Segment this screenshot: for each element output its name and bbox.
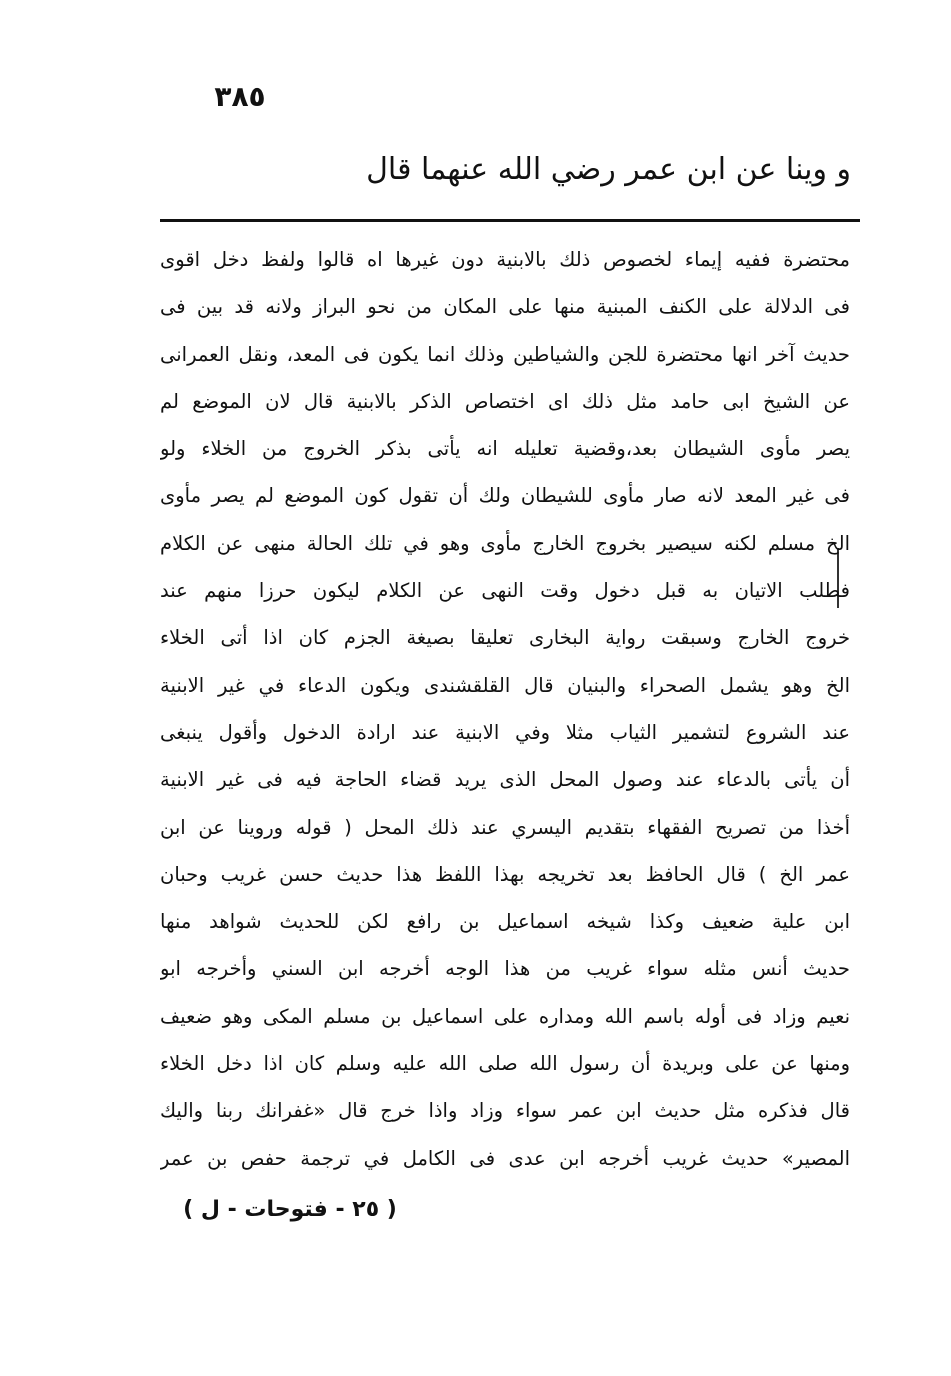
text-line: حديث آخر انها محتضرة للجن والشياطين وذلك انما يكون فى المعد، ونقل العمرانى: [160, 342, 850, 366]
text-line: يصر مأوى الشيطان بعد،وقضية تعليله انه يأتى بذكر الخروج من الخلاء ولو: [160, 437, 850, 461]
text-line: ابن علية ضعيف وكذا شيخه اسماعيل بن رافع لكن للحديث شواهد منها: [160, 910, 850, 934]
text-line: أن يأتى بالدعاء عند وصول المحل الذى يريد قضاء الحاجة فيه فى غير الابنية: [160, 768, 850, 792]
text-line: فى غير المعد لانه صار مأوى للشيطان ولك أن تقول كون الموضع لم يصر مأوى: [160, 484, 850, 508]
text-line: عن الشيخ ابى حامد مثل ذلك اى اختصاص الذكر بالابنية قال لان الموضع لم: [160, 389, 850, 413]
text-line: الخ وهو يشمل الصحراء والبنيان قال القلقشندى ويكون الدعاء في غير الابنية: [160, 673, 850, 697]
text-line: أخذا من تصريح الفقهاء بتقديم اليسري عند ذلك المحل ( قوله وروينا عن ابن: [160, 815, 850, 839]
text-line: قال فذكره مثل حديث ابن عمر سواء وزاد واذا خرج قال «غفرانك ربنا واليك: [160, 1099, 850, 1123]
page-number: ٣٨٥: [214, 80, 266, 113]
text-line: فى الدلالة على الكنف المبنية منها على المكان من نحو البراز ولانه قد بين فى: [160, 295, 850, 319]
text-line: نعيم وزاد فى أوله باسم الله ومداره على اسماعيل بن مسلم المكى وهو ضعيف: [160, 1004, 850, 1028]
header-quote: و وينا عن ابن عمر رضي الله عنهما قال: [366, 152, 851, 187]
header-rule: [160, 219, 860, 222]
text-line: المصير» حديث غريب أخرجه ابن عدى فى الكامل في ترجمة حفص بن عمر: [160, 1146, 850, 1170]
text-line: محتضرة ففيه إيماء لخصوص ذلك بالابنية دون غيرها اه قالوا ولفظ دخل اقوى: [160, 248, 850, 271]
text-line: فطلب الاتيان به قبل دخول وقت النهى عن الكلام ليكون حرزا منهم عند: [160, 579, 850, 603]
text-line: الخ مسلم لكنه سيصير بخروج الخارج مأوى وهو في تلك الحالة منهى عن الكلام: [160, 531, 850, 555]
text-line: عند الشروع لتشمير الثياب مثلا وفي الابنية عند ارادة الدخول وأقول ينبغى: [160, 720, 850, 744]
text-line: ومنها عن على وبريدة أن رسول الله صلى الله عليه وسلم كان اذا دخل الخلاء: [160, 1052, 850, 1076]
text-line: عمر الخ ) قال الحافظ بعد تخريجه بهذا اللفظ هذا حديث حسن غريب وحبان: [160, 862, 850, 886]
signature-mark: ( ٢٥ - فتوحات - ل ): [183, 1197, 397, 1222]
text-line: حديث أنس مثله سواء غريب من هذا الوجه أخرجه ابن السني وأخرجه ابو: [160, 957, 850, 981]
commentary-body: [160, 236, 850, 1182]
text-line: خروج الخارج وسبقت رواية البخارى تعليقا بصيغة الجزم كان اذا أتى الخلاء: [160, 626, 850, 650]
